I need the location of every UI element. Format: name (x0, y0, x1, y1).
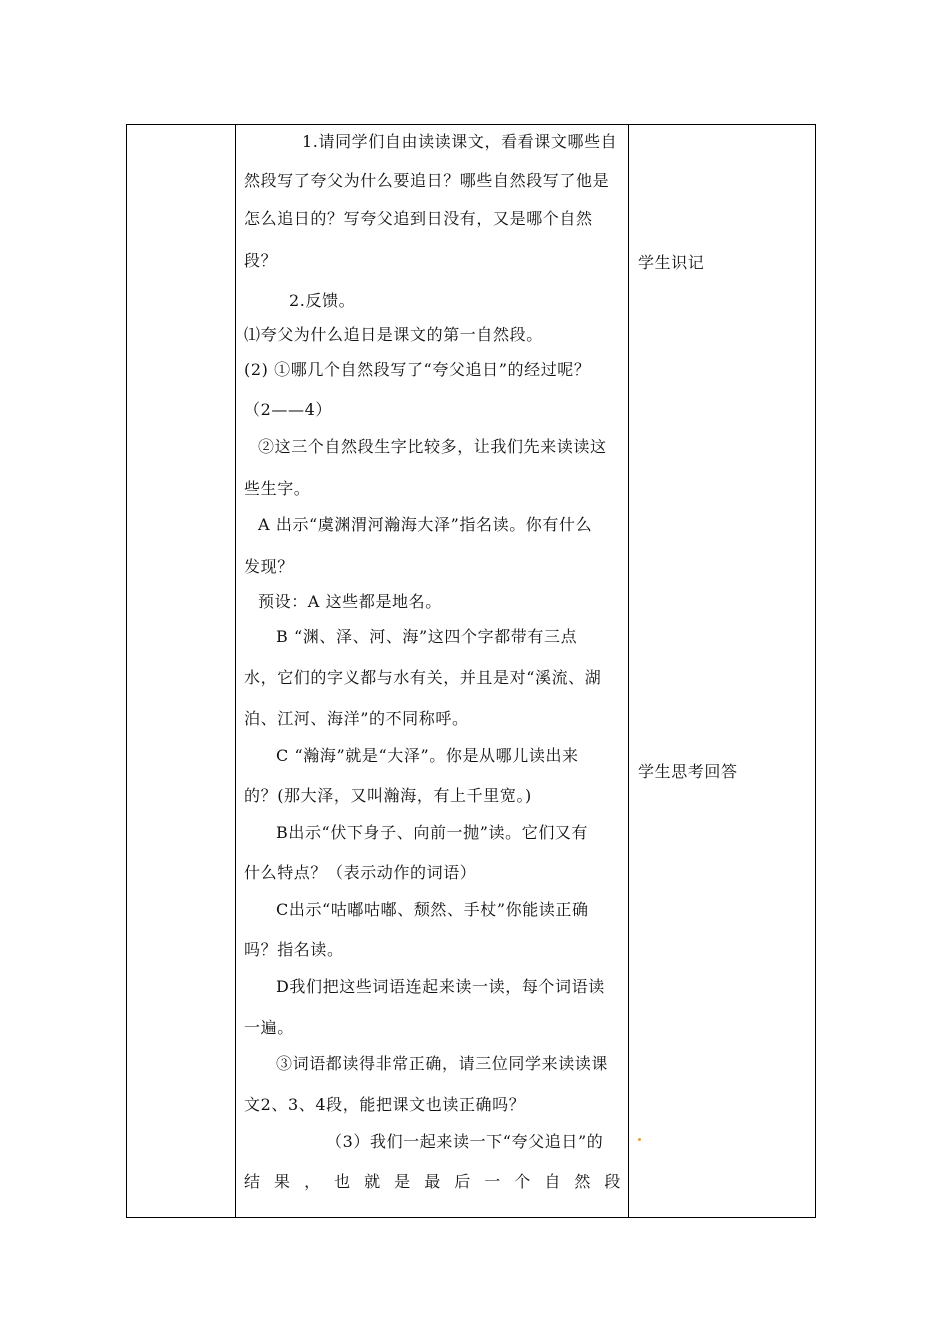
text-line: C出示“咕嘟咕嘟、颓然、手杖”你能读正确 (276, 900, 589, 919)
text-line: A 出示“虞渊渭河瀚海大泽”指名读。你有什么 (258, 515, 593, 534)
text-line-justified: 结 果 ， 也 就 是 最 后 一 个 自 然 段 (244, 1172, 621, 1191)
text-line: （3）我们一起来读一下“夸父追日”的 (326, 1132, 604, 1151)
text-line: 一遍。 (244, 1018, 294, 1037)
text-line: 什么特点？（表示动作的词语） (244, 863, 477, 882)
text-line: ⑴夸父为什么追日是课文的第一自然段。 (244, 325, 543, 344)
text-line: 泊、江河、海洋”的不同称呼。 (244, 709, 469, 728)
text-line: B “渊、泽、河、海”这四个字都带有三点 (276, 627, 578, 646)
student-activity-note: 学生思考回答 (638, 762, 738, 781)
text-line: 文2、3、4段，能把课文也读正确吗？ (244, 1095, 526, 1114)
text-line: 2.反馈。 (289, 291, 356, 310)
student-activity-note: 学生识记 (638, 253, 705, 272)
text-line: 怎么追日的？写夸父追到日没有，又是哪个自然 (244, 209, 593, 228)
text-line: B出示“伏下身子、向前一抛”读。它们又有 (276, 823, 589, 842)
text-line: D我们把这些词语连起来读一读，每个词语读 (276, 977, 605, 996)
lesson-table (126, 124, 816, 1218)
text-line: 然段写了夸父为什么要追日？哪些自然段写了他是 (244, 171, 610, 190)
dot-mark-icon (638, 1138, 641, 1141)
text-line: 段？ (244, 251, 278, 270)
text-line: ②这三个自然段生字比较多，让我们先来读读这 (258, 437, 607, 456)
text-line: 发现？ (244, 557, 294, 576)
text-line: 1.请同学们自由读读课文，看看课文哪些自 (302, 132, 618, 151)
column-divider-left (235, 125, 236, 1217)
text-line: 些生字。 (244, 479, 311, 498)
text-line: 吗？指名读。 (244, 940, 344, 959)
text-line: （2——4） (244, 400, 332, 419)
text-line: (2) ①哪几个自然段写了“夸父追日”的经过呢？ (244, 360, 591, 379)
text-line: 的？(那大泽，又叫瀚海，有上千里宽。) (244, 786, 532, 805)
text-line: C “瀚海”就是“大泽”。你是从哪儿读出来 (276, 746, 579, 765)
text-line: 预设：A 这些都是地名。 (258, 592, 442, 611)
text-line: 水，它们的字义都与水有关，并且是对“溪流、湖 (244, 668, 602, 687)
text-line: ③词语都读得非常正确，请三位同学来读读课 (276, 1054, 609, 1073)
